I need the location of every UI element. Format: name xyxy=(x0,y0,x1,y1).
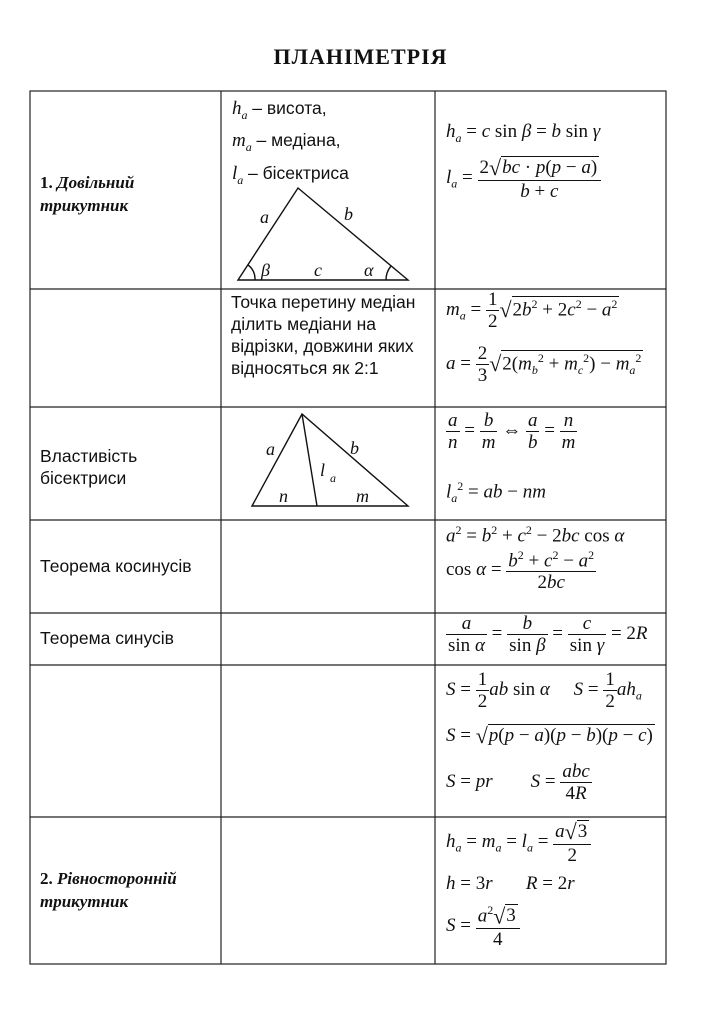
formula-area-inradius-circumradius: S = pr S = $\frac{\text{abc}}{4R}$ xyxy=(446,761,590,804)
def-height: $h_a$ – висота, xyxy=(232,98,327,122)
tri1-label-a: a xyxy=(260,207,269,227)
svg-text:a: a xyxy=(330,471,336,485)
formula-equilateral-radii: h = 3r R = 2r xyxy=(446,873,575,894)
triangle-diagram-bisector xyxy=(246,410,414,512)
row1-category xyxy=(40,172,215,218)
row7-title: Рівносторонній трикутник xyxy=(40,869,177,911)
tri2-label-l: l xyxy=(320,460,326,480)
def-median: $m_a$ – медіана, xyxy=(232,130,341,154)
formula-height-sin: $h_a = c$ sin β = b sin γ xyxy=(446,121,601,145)
formula-bisector-square: $l_a^2$ = ab − nm xyxy=(446,479,546,506)
tri2-label-b: b xyxy=(350,438,359,458)
formula-equilateral-area: S = $\frac{a^2√3}{4}$ xyxy=(446,904,520,949)
row4-category: Теорема косинусів xyxy=(40,556,192,576)
row1-number: 1. xyxy=(40,173,53,192)
formula-cosine-expression: cos α = $\frac{b^2 + c^2 - a^2}{2bc}$ xyxy=(446,548,595,594)
formula-median-length: $m_a$ = $\frac{1}{2}$ $√2b^2 + 2c^2 - a^2$ xyxy=(446,289,618,332)
formula-side-from-medians: a = $\frac{2}{3}$ $√2(m_b^2 + m_c^2) - m_a^2$ xyxy=(446,343,642,386)
triangle-diagram-general xyxy=(228,180,418,285)
row5-category: Теорема синусів xyxy=(40,628,174,648)
tri2-label-n: n xyxy=(279,486,288,506)
formula-bisector-length: $l_a$ = $\frac{2√bc \cdot p(p - a)}{b + c}$ xyxy=(446,156,601,201)
tri1-label-beta: β xyxy=(261,260,270,280)
tri1-label-c: c xyxy=(314,260,322,280)
formula-equilateral-height: $h_a = m_a = l_a$ = $\frac{a√3}{2}$ xyxy=(446,820,591,865)
tri2-label-m: m xyxy=(356,486,369,506)
def-bisector: $l_a$ – бісектриса xyxy=(232,163,349,187)
formula-law-of-cosines: $a^2 = b^2 + c^2 - 2bc$ cos α xyxy=(446,523,625,547)
formula-bisector-ratio: $\frac{a}{n}$ = $\frac{b}{m}$ ⇔ $\frac{a}{b}$ = $\frac{n}{m}$ xyxy=(448,410,576,453)
formula-heron: S = √p(p − a)(p − b)(p − c) xyxy=(446,723,653,748)
tri1-label-alpha: α xyxy=(364,260,374,280)
tri2-label-a: a xyxy=(266,439,275,459)
page-title: ПЛАНІМЕТРІЯ xyxy=(273,44,448,69)
formula-area-sine-height: S = $\frac{1}{2}$ ab sin α S = $\frac{1}{2}$ $ah_a$ xyxy=(446,669,642,712)
row7-number: 2. xyxy=(40,869,53,888)
row1-title: Довільний трикутник xyxy=(40,173,135,215)
formula-law-of-sines: $\frac{a}{\text{sin α}}$ = $\frac{b}{\text{sin β}}$ = $\frac{c}{\text{sin γ}}$ = 2R xyxy=(448,613,648,656)
tri1-label-b: b xyxy=(344,204,353,224)
row7-category xyxy=(40,868,215,914)
row3-category: Властивість бісектриси xyxy=(40,446,138,488)
median-property-text: Точка перетину медіан ділить медіани на відрізки, довжини яких відносяться як 2:1 xyxy=(231,292,416,378)
